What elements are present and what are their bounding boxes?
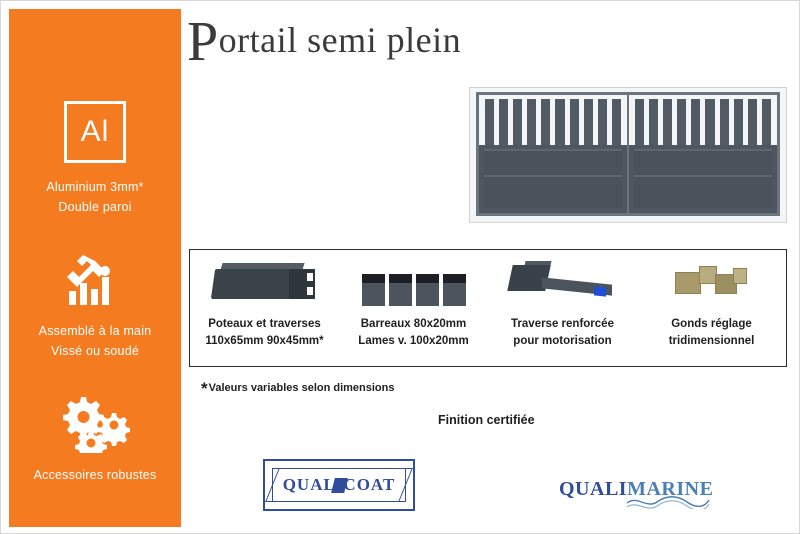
gate-panel-right: [634, 149, 772, 208]
feature-slats-line1: Barreaux 80x20mm: [360, 318, 467, 330]
qualimarine-logo-text-1: QUALI: [559, 477, 628, 500]
sidebar-label-material-2: Double paroi: [58, 200, 132, 214]
feature-hinges-line2: tridimensionnel: [668, 335, 755, 347]
feature-slats: [339, 250, 488, 366]
gears-icon: [59, 387, 131, 453]
qualicoat-logo: [263, 459, 415, 511]
qualimarine-logo: [559, 469, 714, 509]
page-title-rest: ortail semi plein: [218, 20, 462, 60]
footnote: [201, 379, 395, 399]
gate-illustration: [469, 87, 787, 223]
feature-hinges: [637, 250, 786, 366]
sidebar-label-assembly-1: Assemblé à la main: [38, 324, 152, 338]
feature-posts-line1: Poteaux et traverses: [208, 318, 321, 330]
page-title-initial: P: [187, 11, 219, 73]
page-title: [187, 11, 462, 73]
hinge-icon: [673, 258, 751, 308]
footnote-text: Valeurs variables selon dimensions: [208, 382, 395, 394]
tools-icon: [63, 243, 127, 309]
sidebar-block-assembly: [9, 243, 181, 361]
sidebar: [9, 9, 181, 527]
features-box: [189, 249, 787, 367]
gate-leaf-right: [628, 94, 778, 214]
gate-panel-left: [484, 149, 622, 208]
gate-frame: [476, 92, 780, 216]
sidebar-block-accessories: [9, 387, 181, 485]
gate-leaf-left: [478, 94, 628, 214]
sidebar-label-material-1: Aluminium 3mm*: [46, 180, 144, 194]
slats-icon: [362, 258, 466, 308]
sidebar-label-assembly-2: Vissé ou soudé: [50, 344, 140, 358]
feature-hinges-line1: Gonds réglage: [671, 318, 752, 330]
gate-bars-right: [629, 95, 777, 145]
feature-motorisation: [488, 250, 637, 366]
qualicoat-logo-text: QUALICOAT: [282, 475, 396, 494]
feature-slats-line2: Lames v. 100x20mm: [358, 335, 469, 347]
feature-posts: [190, 250, 339, 366]
aluminium-badge-icon: [64, 101, 126, 163]
aluminium-badge-text: Al: [80, 115, 110, 148]
gate-bars-left: [479, 95, 627, 145]
motorisation-icon: [508, 258, 618, 308]
qualimarine-logo-text-2: MARINE: [627, 477, 714, 500]
footnote-star: *: [201, 379, 208, 398]
feature-motorisation-line2: pour motorisation: [513, 335, 612, 347]
profile-section-icon: [213, 258, 317, 308]
certification-label: Finition certifiée: [438, 413, 535, 427]
feature-posts-line2: 110x65mm 90x45mm*: [205, 335, 324, 347]
sidebar-label-accessories-1: Accessoires robustes: [33, 468, 157, 482]
sidebar-block-material: [9, 101, 181, 217]
wave-icon: [625, 495, 711, 509]
feature-motorisation-line1: Traverse renforcée: [511, 318, 614, 330]
